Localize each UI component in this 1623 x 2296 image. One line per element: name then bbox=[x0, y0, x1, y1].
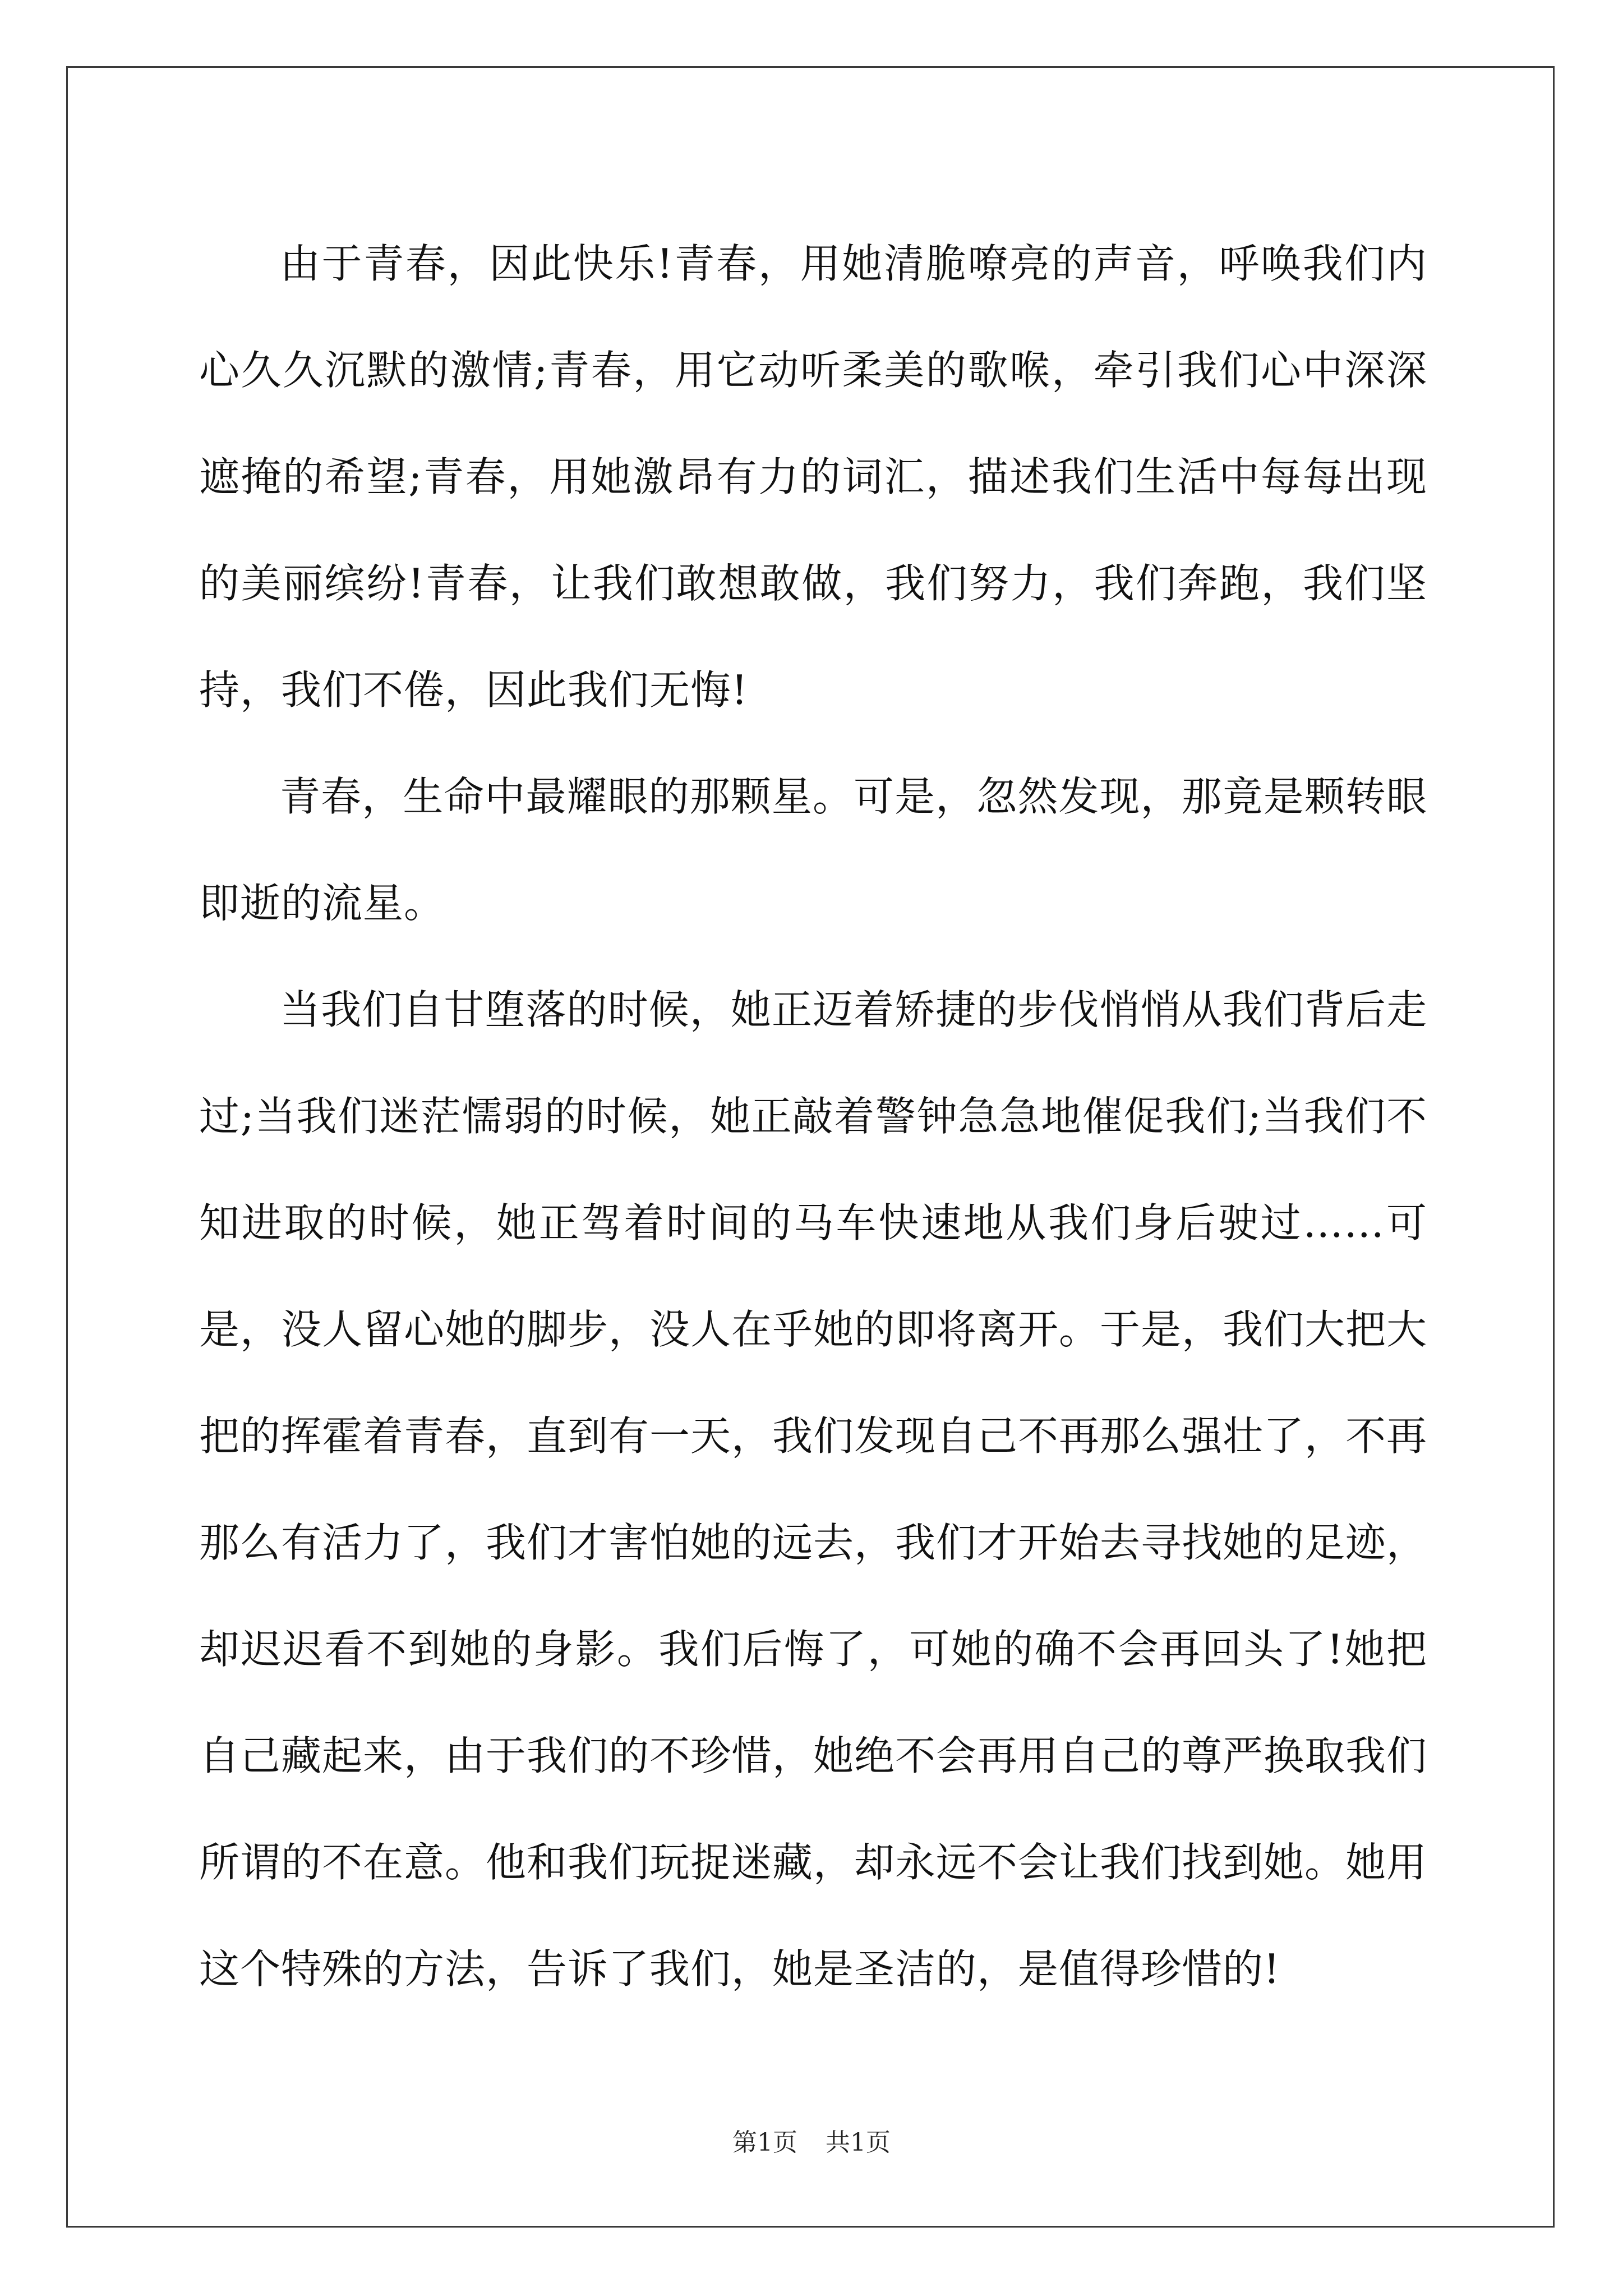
page-footer bbox=[0, 2126, 1623, 2160]
page-number: 第1页 bbox=[732, 2128, 797, 2157]
paragraph-3: 当我们自甘堕落的时候，她正迈着矫捷的步伐悄悄从我们背后走过;当我们迷茫懦弱的时候，她正敲着警钟急急地催促我们;当我们不知进取的时候，她正驾着时间的马车快速地从我们身后驶过……可是，没人留心她的脚步，没人在乎她的即将离开。于是，我们大把大把的挥霍着青春，直到有一天，我们发现自己不再那么强壮了，不再那么有活力了，我们才害怕她的远去，我们才开始去寻找她的足迹，却迟迟看不到她的身影。我们后悔了，可她的确不会再回头了!她把自己藏起来，由于我们的不珍惜，她绝不会再用自己的尊严换取我们所谓的不在意。他和我们玩捉迷藏，却永远不会让我们找到她。她用这个特殊的方法，告诉了我们，她是圣洁的，是值得珍惜的! bbox=[199, 986, 1428, 1993]
page-total: 共1页 bbox=[826, 2128, 891, 2157]
paragraph-2: 青春，生命中最耀眼的那颗星。可是，忽然发现，那竟是颗转眼即逝的流星。 bbox=[199, 773, 1427, 927]
paragraph-1: 由于青春，因此快乐!青春，用她清脆嘹亮的声音，呼唤我们内心久久沉默的激情;青春，用它动听柔美的歌喉，牵引我们心中深深遮掩的希望;青春，用她激昂有力的词汇，描述我们生活中每每出现的美丽缤纷!青春，让我们敢想敢做，我们努力，我们奔跑，我们坚持，我们不倦，因此我们无悔! bbox=[199, 240, 1427, 714]
document-body bbox=[199, 210, 1427, 2022]
